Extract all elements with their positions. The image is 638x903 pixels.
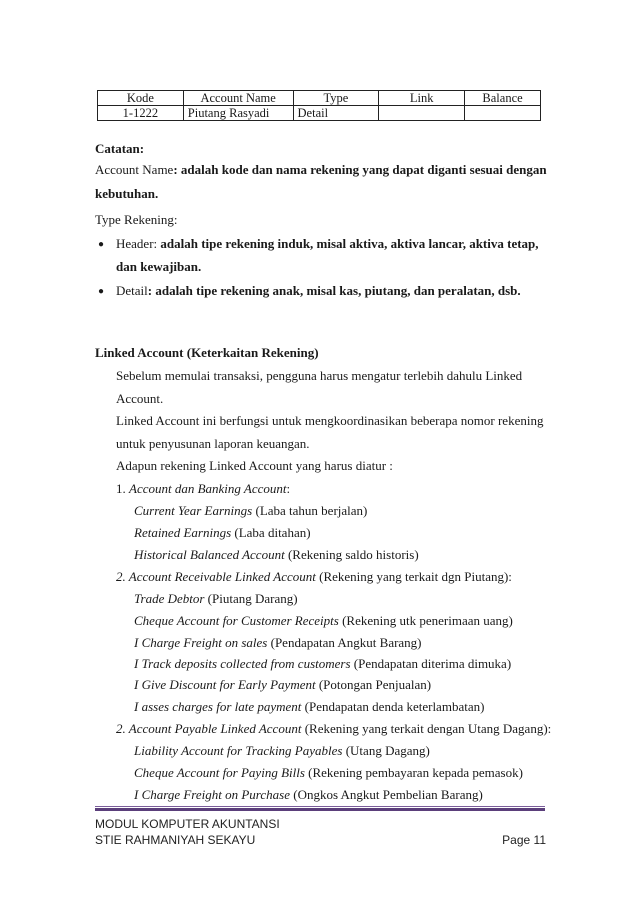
linked-p2b: untuk penyusunan laporan keuangan. xyxy=(116,436,310,451)
header-desc: adalah tipe rekening induk, misal aktiva, aktiva lancar, aktiva tetap, xyxy=(160,236,539,251)
linked-title: Linked Account (Keterkaitan Rekening) xyxy=(95,345,319,360)
type-rekening-title: Type Rekening: xyxy=(95,212,178,227)
header-account-name: Account Name xyxy=(183,91,293,106)
header-link: Link xyxy=(379,91,465,106)
list-item: I Charge Freight on Purchase (Ongkos Angkut Pembelian Barang) xyxy=(134,787,483,802)
list-item: I Track deposits collected from customers (Pendapatan diterima dimuka) xyxy=(134,656,512,671)
catatan-desc: : adalah kode dan nama rekening yang dapat diganti sesuai dengan xyxy=(173,162,547,177)
account-table xyxy=(97,90,541,121)
cell-balance xyxy=(465,106,541,121)
detail-text: : adalah tipe rekening anak, misal kas, piutang, dan peralatan, dsb. xyxy=(147,283,521,298)
linked-p3: Adapun rekening Linked Account yang harus diatur : xyxy=(116,458,393,473)
list-item: Current Year Earnings (Laba tahun berjalan) xyxy=(134,503,368,518)
header-kode: Kode xyxy=(98,91,184,106)
footer-institution: STIE RAHMANIYAH SEKAYU xyxy=(95,833,256,847)
cell-kode: 1-1222 xyxy=(98,106,184,121)
catatan-line1 xyxy=(95,162,547,178)
footer-rule xyxy=(95,806,545,807)
section1-title: Account dan Banking Account xyxy=(129,481,287,496)
linked-p2: Linked Account ini berfungsi untuk mengkoordinasikan beberapa nomor rekening xyxy=(116,413,544,428)
table-header-row xyxy=(98,91,541,106)
bullet-icon: ● xyxy=(98,239,105,250)
section2-heading: 2. Account Receivable Linked Account (Rekening yang terkait dgn Piutang): xyxy=(116,569,512,584)
list-item: Liability Account for Tracking Payables (Utang Dagang) xyxy=(134,743,430,758)
section1-heading xyxy=(116,481,290,497)
list-item: Retained Earnings (Laba ditahan) xyxy=(134,525,311,540)
header-balance: Balance xyxy=(465,91,541,106)
detail-label: Detail xyxy=(116,283,148,298)
detail-desc xyxy=(116,283,521,299)
bullet-icon: ● xyxy=(98,286,105,297)
list-item: I Give Discount for Early Payment (Potongan Penjualan) xyxy=(134,677,432,692)
header-desc-line2: dan kewajiban. xyxy=(116,259,202,274)
list-item: Historical Balanced Account (Rekening saldo historis) xyxy=(134,547,419,562)
cell-account-name: Piutang Rasyadi xyxy=(183,106,293,121)
footer-rule-thick xyxy=(95,808,545,811)
header-desc-line1 xyxy=(116,236,539,252)
header-label: Header: xyxy=(116,236,161,251)
catatan-title: Catatan: xyxy=(95,141,145,156)
table-row xyxy=(98,106,541,121)
list-item: Cheque Account for Customer Receipts (Rekening utk penerimaan uang) xyxy=(134,613,513,628)
catatan-account-name: Account Name xyxy=(95,162,174,177)
list-item: Cheque Account for Paying Bills (Rekening pembayaran kepada pemasok) xyxy=(134,765,523,780)
list-item: I asses charges for late payment (Pendapatan denda keterlambatan) xyxy=(134,699,485,714)
header-type: Type xyxy=(293,91,379,106)
footer-module: MODUL KOMPUTER AKUNTANSI xyxy=(95,817,280,831)
list-item: I Charge Freight on sales (Pendapatan Angkut Barang) xyxy=(134,635,422,650)
linked-p1: Sebelum memulai transaksi, pengguna harus mengatur terlebih dahulu Linked xyxy=(116,368,523,383)
cell-type: Detail xyxy=(293,106,379,121)
linked-p1b: Account. xyxy=(116,391,164,406)
list-item: Trade Debtor (Piutang Darang) xyxy=(134,591,298,606)
section3-heading: 2. Account Payable Linked Account (Rekening yang terkait dengan Utang Dagang): xyxy=(116,721,552,736)
page-number: Page 11 xyxy=(502,833,546,847)
section1-colon: : xyxy=(286,481,291,496)
cell-link xyxy=(379,106,465,121)
catatan-line2: kebutuhan. xyxy=(95,186,159,201)
section1-number: 1. xyxy=(116,481,129,496)
